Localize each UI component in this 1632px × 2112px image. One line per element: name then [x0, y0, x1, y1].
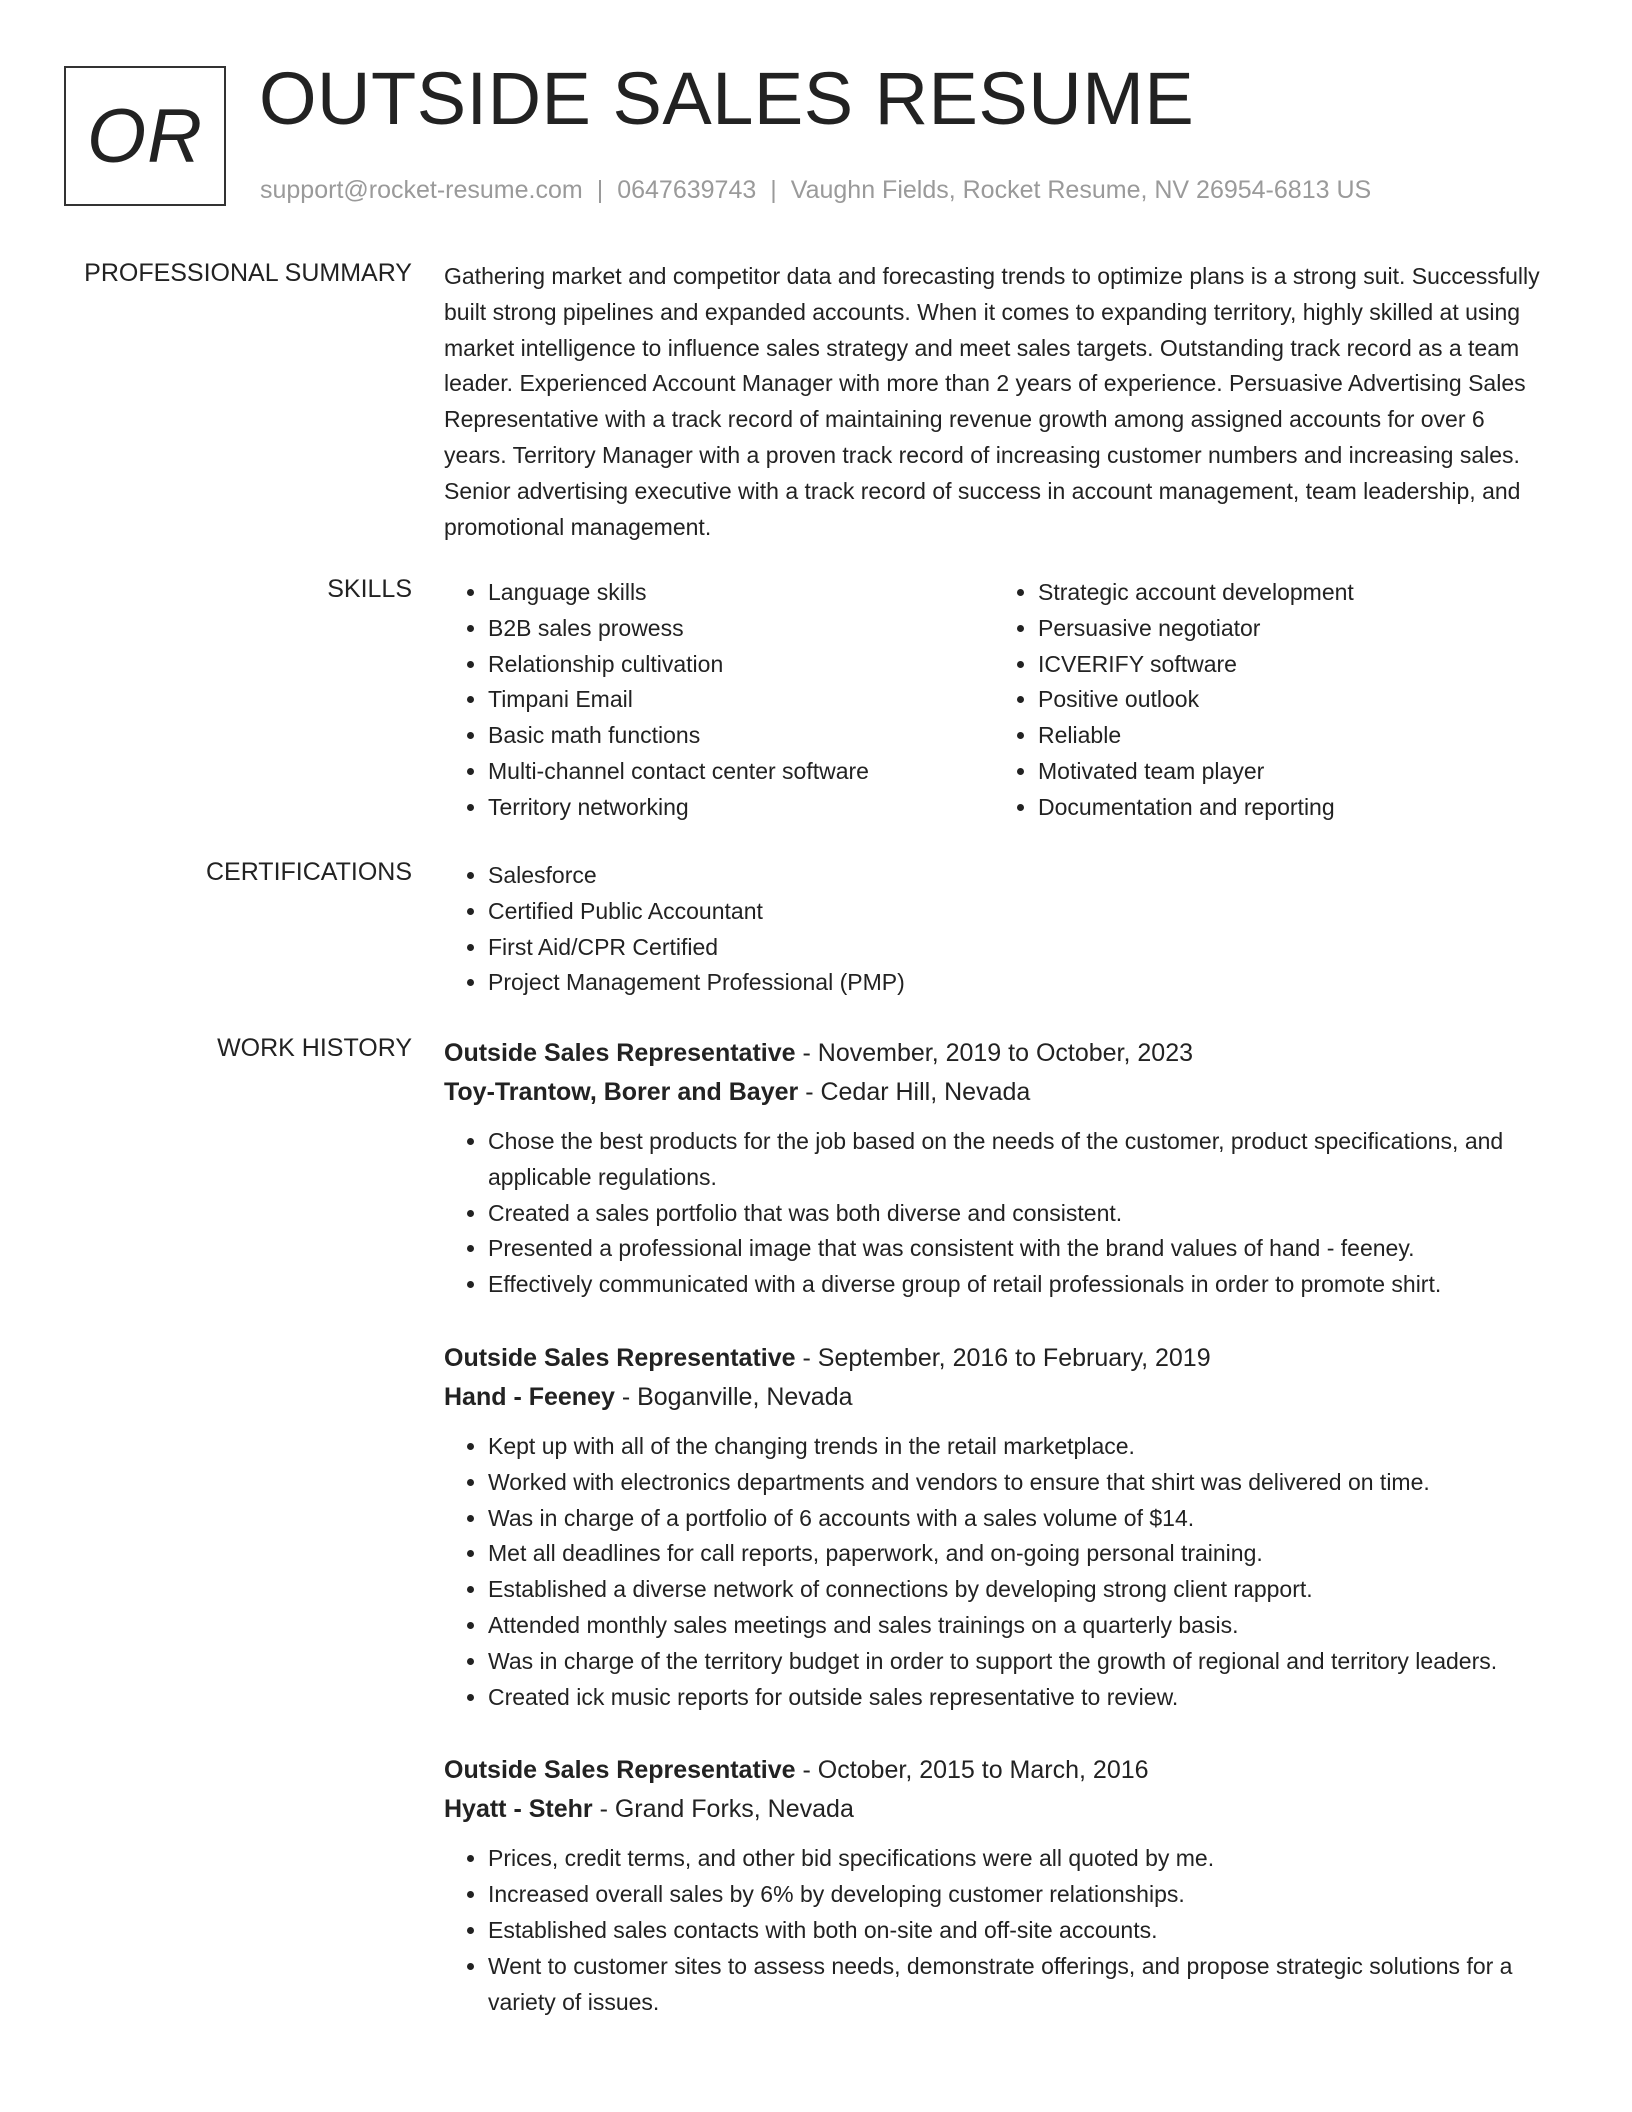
- job-title-line: [444, 1034, 1544, 1073]
- job-duty: • Presented a professional image that was consistent with the brand values of hand - feeney.: [488, 1231, 1544, 1267]
- job-title-line: [444, 1339, 1544, 1378]
- job-company-line: [444, 1790, 1544, 1829]
- certifications-list: [444, 858, 1544, 1001]
- skill-item: • Strategic account development: [1038, 575, 1544, 611]
- page-title: OUTSIDE SALES RESUME: [259, 57, 1195, 140]
- job-duty: • Met all deadlines for call reports, paperwork, and on-going personal training.: [488, 1536, 1544, 1572]
- certification-item: • First Aid/CPR Certified: [488, 930, 1544, 966]
- job-company-line: [444, 1073, 1544, 1112]
- section-label-summary: PROFESSIONAL SUMMARY: [84, 259, 412, 287]
- skill-item: • ICVERIFY software: [1038, 647, 1544, 683]
- skill-item: • Documentation and reporting: [1038, 790, 1544, 826]
- skill-item: • Language skills: [488, 575, 994, 611]
- job-company: Hand - Feeney: [444, 1382, 615, 1411]
- job-duty: • Established sales contacts with both on-site and off-site accounts.: [488, 1913, 1544, 1949]
- job-title-line: [444, 1751, 1544, 1790]
- skill-item: • Multi-channel contact center software: [488, 754, 994, 790]
- job-title: Outside Sales Representative: [444, 1039, 796, 1067]
- job-duty: • Created a sales portfolio that was both diverse and consistent.: [488, 1196, 1544, 1232]
- job-duty: • Effectively communicated with a diverse group of retail professionals in order to promote shirt.: [488, 1267, 1544, 1303]
- certification-item: • Certified Public Accountant: [488, 894, 1544, 930]
- job-duties-list: [444, 1124, 1544, 1303]
- monogram-logo: [64, 66, 226, 206]
- job-duty: • Increased overall sales by 6% by developing customer relationships.: [488, 1877, 1544, 1913]
- contact-line: [260, 176, 1371, 205]
- job-entry: [444, 1751, 1544, 2020]
- job-location: - Cedar Hill, Nevada: [798, 1078, 1031, 1106]
- job-duty: • Prices, credit terms, and other bid specifications were all quoted by me.: [488, 1841, 1544, 1877]
- skill-item: • Positive outlook: [1038, 682, 1544, 718]
- skill-item: • Motivated team player: [1038, 754, 1544, 790]
- skills-list-left: [444, 575, 994, 826]
- skill-item: • Reliable: [1038, 718, 1544, 754]
- contact-email: support@rocket-resume.com: [260, 176, 583, 204]
- skill-item: • Relationship cultivation: [488, 647, 994, 683]
- skill-item: • Timpani Email: [488, 682, 994, 718]
- job-entry: [444, 1034, 1544, 1303]
- job-duty: • Attended monthly sales meetings and sales trainings on a quarterly basis.: [488, 1608, 1544, 1644]
- job-company: Hyatt - Stehr: [444, 1795, 593, 1824]
- section-label-certifications: CERTIFICATIONS: [205, 858, 412, 886]
- job-company: Toy-Trantow, Borer and Bayer: [444, 1078, 799, 1106]
- job-duty: • Kept up with all of the changing trends in the retail marketplace.: [488, 1429, 1544, 1465]
- job-dates: - September, 2016 to February, 2019: [795, 1343, 1211, 1372]
- skills-list-right: [994, 575, 1544, 826]
- job-location: - Boganville, Nevada: [614, 1382, 853, 1411]
- job-duty: • Chose the best products for the job based on the needs of the customer, product specifications, and applicable regulations.: [488, 1124, 1544, 1196]
- job-title: Outside Sales Representative: [444, 1756, 796, 1785]
- contact-phone: 0647639743: [617, 176, 757, 204]
- summary-body: [444, 259, 1544, 545]
- job-duty: • Went to customer sites to assess needs, demonstrate offerings, and propose strategic solutions for a variety of issues.: [488, 1949, 1544, 2021]
- contact-separator: |: [770, 176, 777, 204]
- job-duties-list: [444, 1841, 1544, 2020]
- job-duty: • Was in charge of the territory budget in order to support the growth of regional and territory leaders.: [488, 1644, 1544, 1680]
- monogram-text: OR: [87, 93, 203, 179]
- job-duty: • Established a diverse network of connections by developing strong client rapport.: [488, 1572, 1544, 1608]
- skills-body: [444, 575, 1544, 826]
- job-duty: • Was in charge of a portfolio of 6 accounts with a sales volume of $14.: [488, 1501, 1544, 1537]
- job-location: - Grand Forks, Nevada: [592, 1795, 854, 1824]
- certification-item: • Salesforce: [488, 858, 1544, 894]
- job-dates: - October, 2015 to March, 2016: [795, 1756, 1149, 1785]
- certification-item: • Project Management Professional (PMP): [488, 965, 1544, 1001]
- skill-item: • Persuasive negotiator: [1038, 611, 1544, 647]
- summary-text: Gathering market and competitor data and forecasting trends to optimize plans is a strong suit. Successfully built strong pipelines and expanded accounts. When it comes to expanding territory, highly skilled at using market intelligence to influence sales strategy and meet sales targets. Outstanding track record as a team leader. Experienced Account Manager with more than 2 years of experience. Persuasive Advertising Sales Representative with a track record of maintaining revenue growth among assigned accounts for over 6 years. Territory Manager with a proven track record of increasing customer numbers and increasing sales. Senior advertising executive with a track record of success in account management, team leadership, and promotional management.: [444, 263, 1540, 540]
- job-duty: • Worked with electronics departments and vendors to ensure that shirt was delivered on time.: [488, 1465, 1544, 1501]
- job-duty: • Created ick music reports for outside sales representative to review.: [488, 1680, 1544, 1716]
- job-entry: [444, 1339, 1544, 1715]
- skill-item: • Territory networking: [488, 790, 994, 826]
- job-dates: - November, 2019 to October, 2023: [795, 1039, 1194, 1067]
- skill-item: • Basic math functions: [488, 718, 994, 754]
- job-company-line: [444, 1378, 1544, 1417]
- section-label-work-history: WORK HISTORY: [217, 1034, 412, 1062]
- job-duties-list: [444, 1429, 1544, 1715]
- certifications-body: [444, 858, 1544, 1001]
- contact-separator: |: [596, 176, 604, 204]
- section-label-skills: SKILLS: [327, 575, 412, 603]
- contact-address: Vaughn Fields, Rocket Resume, NV 26954-6813 US: [790, 176, 1372, 204]
- job-title: Outside Sales Representative: [444, 1343, 796, 1372]
- skill-item: • B2B sales prowess: [488, 611, 994, 647]
- work-history-body: [444, 1034, 1544, 2056]
